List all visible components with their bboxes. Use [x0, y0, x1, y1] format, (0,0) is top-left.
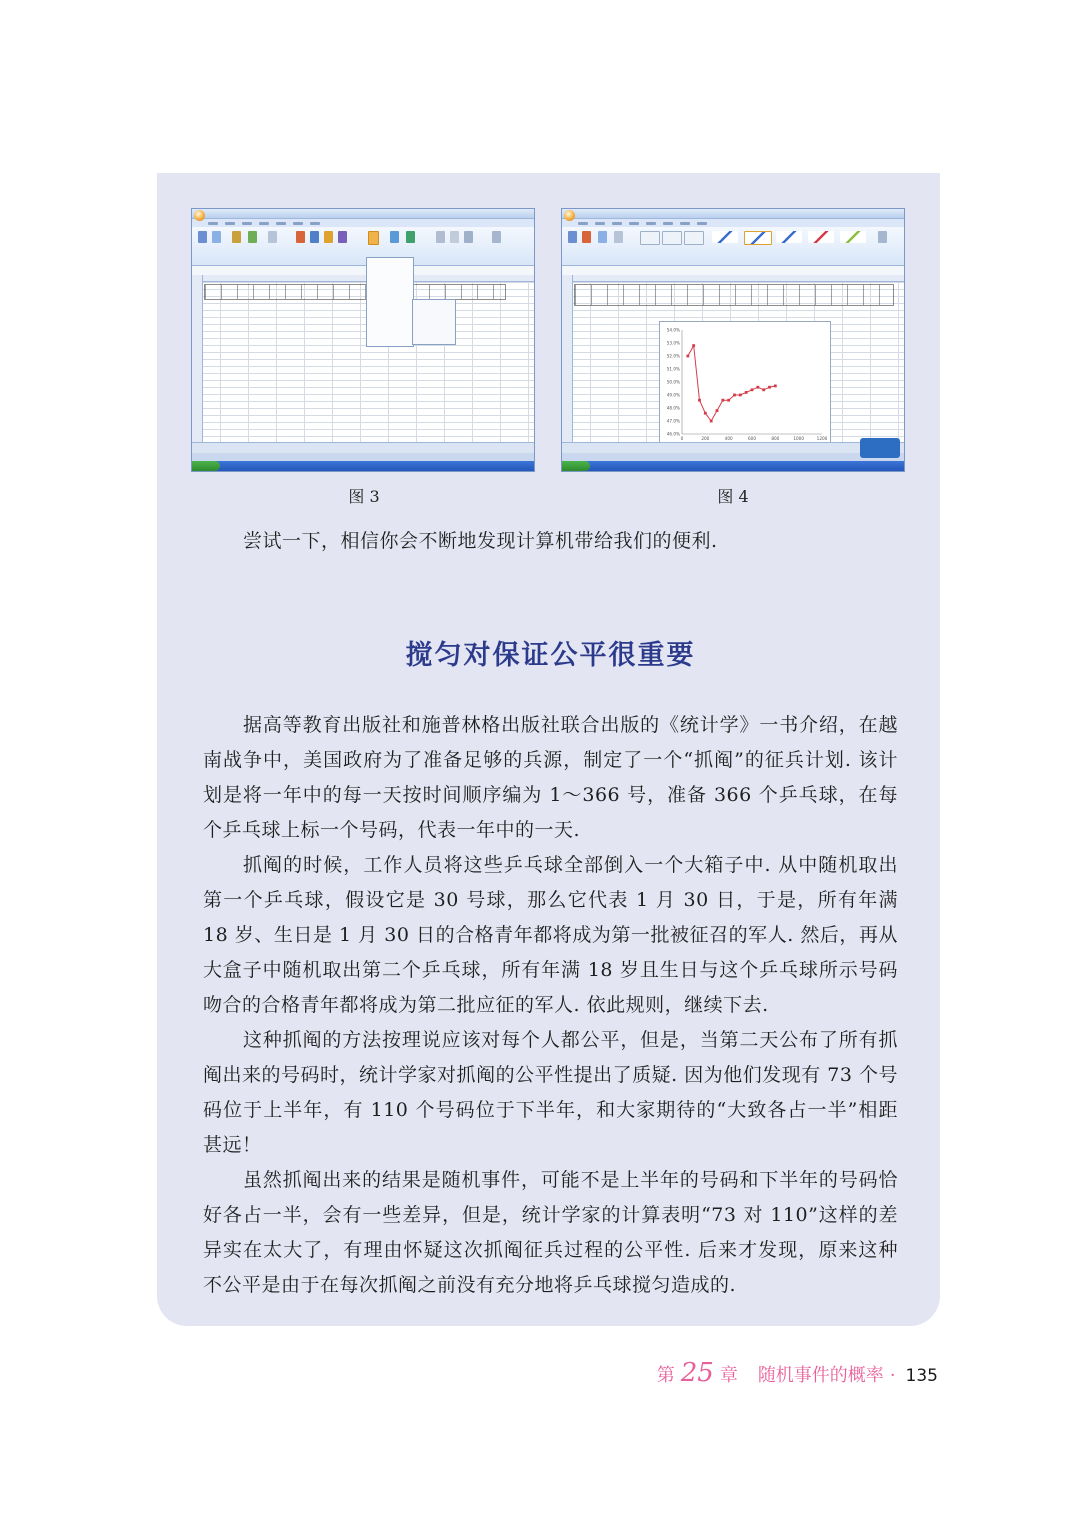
data-point — [768, 386, 771, 389]
y-tick-label: 48.0% — [666, 405, 680, 411]
window-titlebar — [562, 209, 904, 219]
y-tick-label: 54.0% — [666, 327, 680, 333]
data-point — [698, 399, 701, 402]
worksheet-grid — [192, 275, 534, 443]
x-tick-label: 600 — [748, 436, 756, 441]
start-button-icon — [192, 461, 220, 471]
y-tick-label: 51.0% — [666, 366, 680, 372]
x-tick-label: 1000 — [793, 436, 805, 441]
y-tick-label: 52.0% — [666, 353, 680, 359]
x-tick-label: 800 — [771, 436, 780, 441]
data-point — [710, 420, 713, 423]
ribbon-toolbar — [562, 227, 904, 266]
office-button-icon — [564, 210, 575, 221]
x-tick-label: 1200 — [816, 436, 828, 441]
data-point — [756, 386, 759, 389]
data-point — [774, 385, 777, 388]
figure-4-chart-screenshot — [561, 208, 905, 472]
data-point — [733, 394, 736, 397]
taskbar — [192, 461, 534, 471]
data-point — [721, 399, 724, 402]
x-tick-label: 0 — [680, 436, 684, 441]
data-point — [739, 394, 742, 397]
footer-separator: · — [889, 1365, 896, 1386]
window-titlebar — [192, 209, 534, 219]
y-tick-label: 47.0% — [666, 418, 680, 424]
chapter-suffix: 章 — [719, 1365, 738, 1386]
data-point — [716, 409, 719, 412]
y-tick-label: 49.0% — [666, 392, 680, 398]
data-point — [704, 412, 707, 415]
y-tick-label: 53.0% — [666, 340, 680, 346]
section-title: 搅匀对保证公平很重要 — [405, 640, 696, 671]
page-footer — [657, 1358, 938, 1388]
x-tick-label: 400 — [724, 436, 733, 441]
intro-sentence: 尝试一下，相信你会不断地发现计算机带给我们的便利. — [243, 530, 718, 552]
data-point — [686, 355, 689, 358]
page-number: 135 — [905, 1366, 938, 1386]
y-tick-label: 50.0% — [666, 379, 680, 385]
data-point — [727, 399, 730, 402]
watermark-logo — [860, 438, 900, 458]
data-point — [745, 391, 748, 394]
paragraph-1: 据高等教育出版社和施普林格出版社联合出版的《统计学》一书介绍，在越南战争中，美国政府为了准备足够的兵源，制定了一个“抓阄”的征兵计划. 该计划是将一年中的每一天按时间顺序编为 1～366 号，准备 366 个乒乓球，在每个乒乓球上标一个号码，代表一年中的一天. — [203, 714, 898, 841]
paragraph-2: 抓阄的时候，工作人员将这些乒乓球全部倒入一个大箱子中. 从中随机取出第一个乒乓球，假设它是 30 号球，那么它代表 1 月 30 日，于是，所有年满 18 岁、生日是 1 月 30 日的合格青年都将成为第一批被征召的军人. 然后，再从大盒子中随机取出第二个乒乓球，所有年满 18 岁且生日与这个乒乓球所示号码吻合的合格青年都将成为第二批应征的军人. 依此规则，继续下去. — [203, 854, 898, 1016]
start-button-icon — [562, 461, 590, 471]
sheet-tabs — [562, 442, 904, 453]
data-point — [762, 388, 765, 391]
line-chart-svg — [660, 322, 830, 449]
ribbon-tabs — [562, 219, 904, 227]
status-bar — [562, 453, 904, 461]
data-point — [751, 388, 754, 391]
paragraph-3: 这种抓阄的方法按理说应该对每个人都公平，但是，当第二天公布了所有抓阄出来的号码时，统计学家对抓阄的公平性提出了质疑. 因为他们发现有 73 个号码位于上半年，有 110 个号码位于下半年，和大家期待的“大致各占一半”相距甚远！ — [203, 1029, 898, 1156]
chart-type-dropdown — [366, 257, 414, 347]
data-point — [692, 344, 695, 347]
y-tick-label: 46.0% — [666, 431, 680, 437]
line-chart — [659, 321, 831, 450]
series-line — [688, 346, 776, 421]
chapter-title: 随机事件的概率 — [757, 1365, 884, 1386]
ribbon-tabs — [192, 219, 534, 227]
tooltip-box — [412, 299, 456, 345]
figure-3-caption: 图 3 — [348, 487, 380, 506]
paragraph-4: 虽然抓阄出来的结果是随机事件，可能不是上半年的号码和下半年的号码恰好各占一半，会有一些差异，但是，统计学家的计算表明“73 对 110”这样的差异实在太大了，有理由怀疑这次抓阄征兵过程的公平性. 后来才发现，原来这种不公平是由于在每次抓阄之前没有充分地将乒乓球搅匀造成的. — [203, 1169, 898, 1296]
status-bar — [192, 453, 534, 461]
taskbar — [562, 461, 904, 471]
sheet-tabs — [192, 442, 534, 453]
figure-4-caption: 图 4 — [717, 487, 749, 506]
chapter-number: 25 — [680, 1358, 714, 1388]
x-tick-label: 200 — [701, 436, 710, 441]
figure-3-spreadsheet-screenshot — [191, 208, 535, 472]
chapter-prefix: 第 — [656, 1365, 675, 1386]
ribbon-toolbar — [192, 227, 534, 266]
office-button-icon — [194, 210, 205, 221]
